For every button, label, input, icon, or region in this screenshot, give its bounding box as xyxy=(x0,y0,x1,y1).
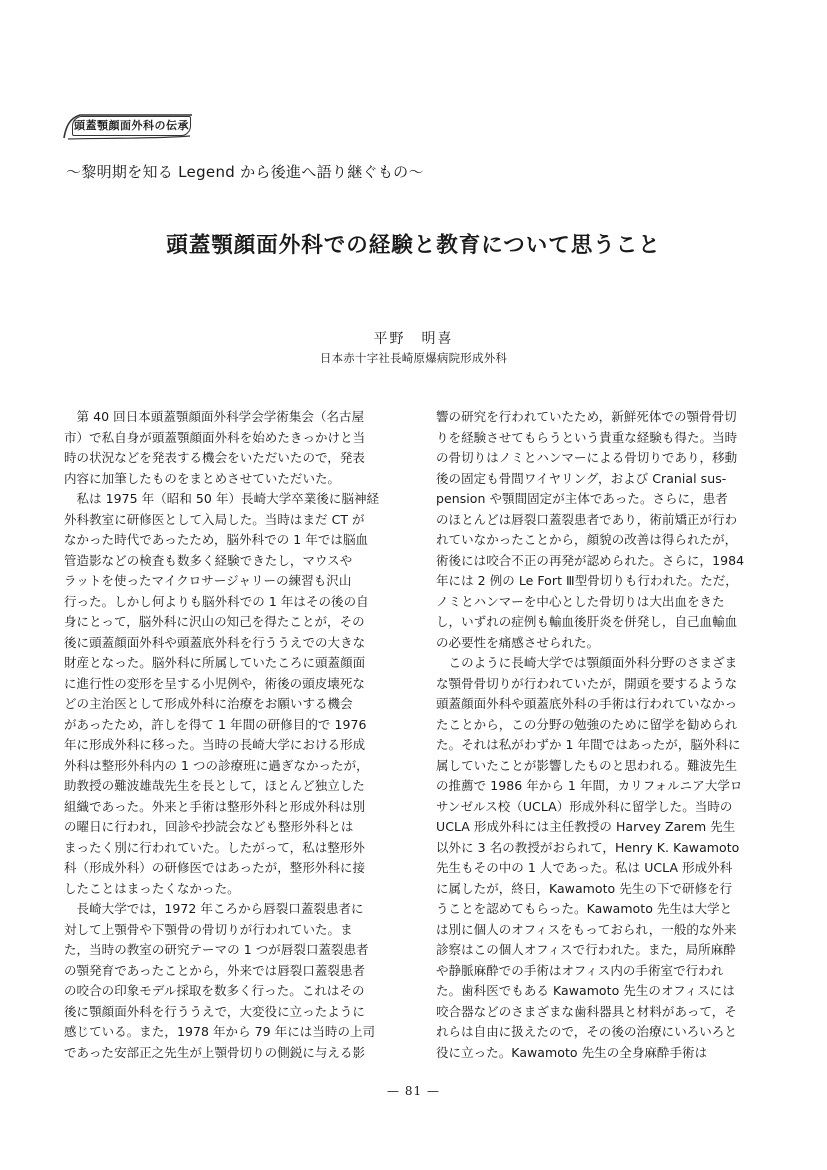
page-title: 頭蓋顎顔面外科での経験と教育について思うこと xyxy=(166,233,661,258)
text-line: 外科は整形外科内の 1 つの診療班に過ぎなかったが， xyxy=(64,757,369,773)
text-line: 先生もその中の 1 人であった。私は UCLA 形成外科 xyxy=(436,860,733,875)
text-line: 私は 1975 年（昭和 50 年）長崎大学卒業後に脳神経 xyxy=(64,491,380,506)
text-line: な顎骨骨切りが行われていたが，開頭を要するような xyxy=(436,675,738,691)
text-line: 咬合器などのさまざまな歯科器具と材料があって，そ xyxy=(436,1003,737,1019)
text-line: pension や顎間固定が主体であった。さらに，患者 xyxy=(436,491,728,506)
text-line: があったため，許しを得て 1 年間の研修目的で 1976 xyxy=(64,716,367,732)
text-line: したことはまったくなかった。 xyxy=(64,880,240,896)
text-line: の推薦で 1986 年から 1 年間，カリフォルニア大学ロ xyxy=(436,778,743,793)
text-line: りを経験させてもらうという貴重な経験も得た。当時 xyxy=(436,429,738,445)
text-line: 内容に加筆したものをまとめさせていただいた。 xyxy=(64,470,341,486)
text-line: し，いずれの症例も輸血後肝炎を併発し，自己血輸血 xyxy=(436,614,738,629)
series-badge xyxy=(62,112,197,140)
text-line: UCLA 形成外科には主任教授の Harvey Zarem 先生 xyxy=(436,819,736,834)
text-line: なかった時代であったため，脳外科での 1 年では脳血 xyxy=(64,532,369,547)
text-line: 第 40 回日本頭蓋顎顔面外科学会学術集会（名古屋 xyxy=(64,409,365,424)
text-line: 科（形成外科）の研修医ではあったが，整形外科に接 xyxy=(64,860,366,875)
author-affiliation: 日本赤十字社長崎原爆病院形成外科 xyxy=(319,351,508,365)
text-line: 年には 2 例の Le Fort Ⅲ型骨切りも行われた。ただ， xyxy=(436,573,738,588)
text-line: 身にとって，脳外科に沢山の知己を得たことが，その xyxy=(64,614,365,629)
text-line: であった安部正之先生が上顎骨切りの側鋭に与える影 xyxy=(64,1044,366,1060)
text-line: 後に顎顔面外科を行ううえで，大変役に立ったように xyxy=(64,1003,365,1019)
text-line: 役に立った。Kawamoto 先生の全身麻酔手術は xyxy=(436,1044,708,1060)
text-line: は別に個人のオフィスをもっておられ，一般的な外来 xyxy=(436,921,737,937)
text-line: に進行性の変形を呈する小児例や，術後の頭皮壊死な xyxy=(64,675,365,691)
text-line: れていなかったことから，顔貌の改善は得られたが， xyxy=(436,532,738,547)
text-line: 年に形成外科に移った。当時の長崎大学における形成 xyxy=(64,737,366,752)
text-line: 助教授の難波雄哉先生を長として，ほとんど独立した xyxy=(64,778,365,793)
text-line: 時の状況などを発表する機会をいただいたので，発表 xyxy=(64,450,365,465)
text-line: 外科教室に研修医として入局した。当時はまだ CT が xyxy=(64,511,365,527)
subtitle: 〜黎明期を知る Legend から後進へ語り継ぐもの〜 xyxy=(66,163,424,181)
text-line: ノミとハンマーを中心とした骨切りは大出血をきた xyxy=(436,593,725,609)
text-line: た。それは私がわずか 1 年間ではあったが，脳外科に xyxy=(436,737,741,752)
text-line: 診察はこの個人オフィスで行われた。また，局所麻酔 xyxy=(436,942,736,957)
page-number: — 81 — xyxy=(387,1084,440,1098)
text-line: 後の固定も骨間ワイヤリング，および Cranial sus- xyxy=(436,470,727,486)
text-line: た。歯科医でもある Kawamoto 先生のオフィスには xyxy=(436,983,735,998)
text-line: 財産となった。脳外科に所属していたころに頭蓋顔面 xyxy=(64,655,366,670)
text-line: 属していたことが影響したものと思われる。難波先生 xyxy=(436,757,738,773)
author-name: 平野 明喜 xyxy=(373,331,454,347)
text-line: や静脈麻酔での手術はオフィス内の手術室で行われ xyxy=(436,962,724,978)
text-line: 響の研究を行われていたため，新鮮死体での顎骨骨切 xyxy=(436,409,737,424)
text-line: 管造影などの検査も数多く経験できたし，マウスや xyxy=(64,552,353,568)
text-line: このように長崎大学では顎顔面外科分野のさまざま xyxy=(436,655,738,670)
text-line: 頭蓋顔面外科や頭蓋底外科の手術は行われていなかっ xyxy=(436,696,738,711)
text-line: 対して上顎骨や下顎骨の骨切りが行われていた。ま xyxy=(64,921,353,937)
text-line: 感じている。また，1978 年から 79 年には当時の上司 xyxy=(64,1024,376,1039)
text-line: サンゼルス校（UCLA）形成外科に留学した。当時の xyxy=(436,798,733,814)
text-line: たことから，この分野の勉強のために留学を勧められ xyxy=(436,716,738,732)
text-line: ラットを使ったマイクロサージャリーの練習も沢山 xyxy=(64,573,352,588)
text-line: の骨切りはノミとハンマーによる骨切りであり，移動 xyxy=(436,450,738,465)
text-line: の曜日に行われ，回診や抄読会なども整形外科とは xyxy=(64,819,354,834)
text-line: 長崎大学では，1972 年ころから唇裂口蓋裂患者に xyxy=(64,901,364,916)
text-line: まったく別に行われていた。したがって，私は整形外 xyxy=(64,839,365,855)
body-column-right xyxy=(436,407,754,1063)
text-line: の必要性を痛感させられた。 xyxy=(436,634,600,650)
text-line: に属したが，終日，Kawamoto 先生の下で研修を行 xyxy=(436,880,733,896)
text-line: 行った。しかし何よりも脳外科での 1 年はその後の自 xyxy=(64,593,369,609)
text-line: 術後には咬合不正の再発が認められた。さらに，1984 xyxy=(436,552,745,568)
text-line: れらは自由に扱えたので，その後の治療にいろいろと xyxy=(436,1024,737,1039)
body-column-left xyxy=(64,407,382,1063)
text-line: のほとんどは唇裂口蓋裂患者であり，術前矯正が行わ xyxy=(436,511,738,527)
text-line: の顎発育であったことから，外来では唇裂口蓋裂患者 xyxy=(64,962,366,978)
text-line: た，当時の教室の研究テーマの 1 つが唇裂口蓋裂患者 xyxy=(64,942,369,957)
text-line: うことを認めてもらった。Kawamoto 先生は大学と xyxy=(436,901,733,916)
text-line: どの主治医として形成外科に治療をお願いする機会 xyxy=(64,696,353,711)
text-line: 以外に 3 名の教授がおられて，Henry K. Kawamoto xyxy=(436,839,740,855)
text-line: の咬合の印象モデル採取を数多く行った。これはその xyxy=(64,983,365,998)
text-line: 市）で私自身が頭蓋顎顔面外科を始めたきっかけと当 xyxy=(64,429,366,445)
text-line: 後に頭蓋顔面外科や頭蓋底外科を行ううえでの大きな xyxy=(64,634,366,650)
series-label: 頭蓋顎顔面外科の伝承 xyxy=(72,116,191,136)
text-line: 組織であった。外来と手術は整形外科と形成外科は別 xyxy=(64,798,366,814)
